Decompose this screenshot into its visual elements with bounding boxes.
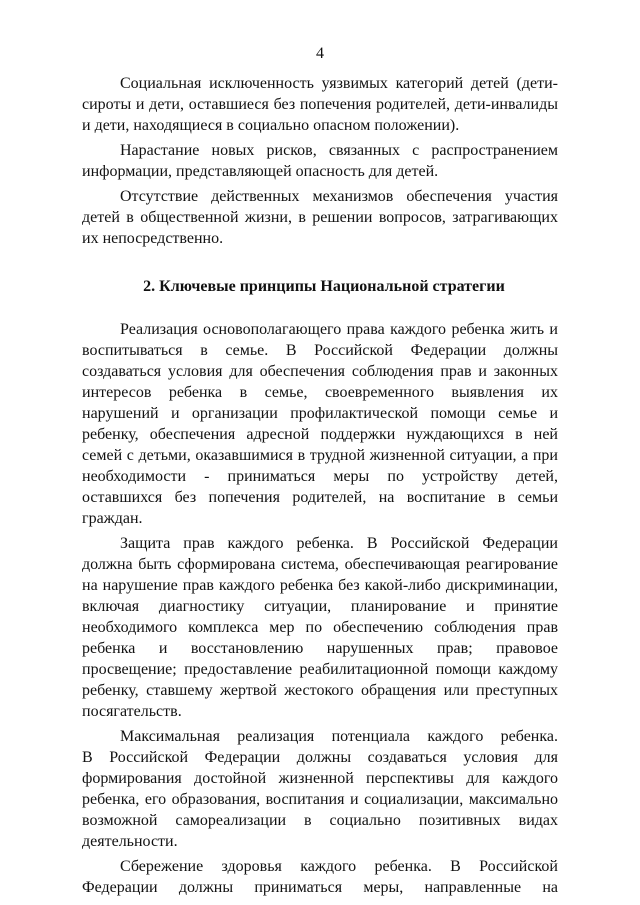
section-heading: 2. Ключевые принципы Национальной стратегии	[143, 278, 505, 295]
principle-paragraph-4	[82, 856, 558, 898]
text-line: ребенка и восстановлению нарушенных прав; правовое	[82, 640, 558, 657]
text-line: включая диагностику ситуации, планирование и принятие	[82, 598, 558, 615]
text-line: Реализация основополагающего права каждого ребенка жить и	[120, 321, 558, 338]
text-line: их непосредственно.	[82, 230, 224, 247]
text-line: возможной самореализации в социально позитивных видах	[82, 812, 558, 829]
text-line: воспитываться в семье. В Российской Федерации должны	[82, 342, 558, 359]
text-line: Максимальная реализация потенциала каждого ребенка.	[120, 728, 558, 745]
text-line: семей с детьми, оказавшимися в трудной жизненной ситуации, а при	[82, 447, 558, 464]
text-line: ребенку, обеспечения адресной поддержки нуждающихся в ней	[82, 426, 558, 443]
text-line: просвещение; предоставление реабилитационной помощи каждому	[82, 661, 558, 678]
text-line: Федерации должны приниматься меры, направленные на	[82, 879, 558, 896]
text-line: Защита прав каждого ребенка. В Российской Федерации	[120, 535, 558, 552]
principle-paragraph-1	[82, 319, 558, 529]
text-line: Сбережение здоровья каждого ребенка. В Российской	[120, 858, 558, 875]
text-line: на нарушение прав каждого ребенка без какой-либо дискриминации,	[82, 577, 558, 594]
text-line: создаваться условия для обеспечения соблюдения прав и законных	[82, 363, 558, 380]
text-line: формирования достойной жизненной перспективы для каждого	[82, 770, 558, 787]
page-number: 4	[316, 45, 324, 62]
text-line: посягательств.	[82, 703, 182, 720]
text-line: оставшихся без попечения родителей, на воспитание в семьи	[82, 489, 558, 506]
text-line: Социальная исключенность уязвимых категорий детей (дети-	[120, 75, 558, 92]
text-line: сироты и дети, оставшиеся без попечения родителей, дети-инвалиды	[82, 96, 558, 113]
intro-paragraph-3	[82, 186, 558, 249]
text-line: интересов ребенка в семье, своевременного выявления их	[82, 384, 558, 401]
text-line: нарушений и организации профилактической помощи семье и	[82, 405, 558, 422]
text-line: Нарастание новых рисков, связанных с распространением	[120, 142, 558, 159]
intro-paragraph-1	[82, 73, 558, 136]
principle-paragraph-3	[82, 726, 558, 852]
text-line: Отсутствие действенных механизмов обеспечения участия	[120, 188, 558, 205]
text-line: информации, представляющей опасность для детей.	[82, 163, 439, 180]
page-content	[82, 73, 558, 898]
text-line: необходимого комплекса мер по обеспечению соблюдения прав	[82, 619, 558, 636]
principle-paragraph-2	[82, 533, 558, 722]
text-line: детей в общественной жизни, в решении вопросов, затрагивающих	[82, 209, 558, 226]
intro-paragraph-2	[82, 140, 558, 182]
text-line: граждан.	[82, 510, 143, 527]
text-line: ребенку, ставшему жертвой жестокого обращения или преступных	[82, 682, 558, 699]
text-line: необходимости - приниматься меры по устройству детей,	[82, 468, 558, 485]
text-line: и дети, находящиеся в социально опасном положении).	[82, 117, 460, 134]
text-line: В Российской Федерации должны создаваться условия для	[82, 749, 558, 766]
text-line: деятельности.	[82, 833, 178, 850]
text-line: должна быть сформирована система, обеспечивающая реагирование	[82, 556, 558, 573]
text-line: ребенка, его образования, воспитания и социализации, максимально	[82, 791, 558, 808]
